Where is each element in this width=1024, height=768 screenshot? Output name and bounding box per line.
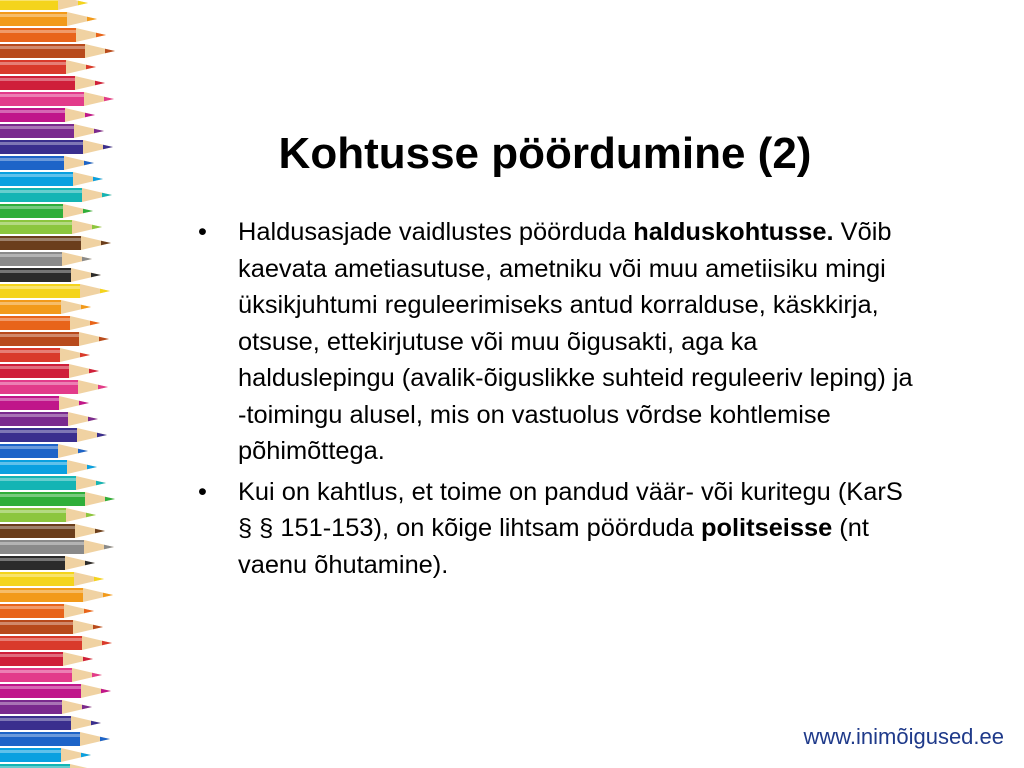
pencil: [0, 348, 90, 362]
pencil: [0, 588, 113, 602]
bullet-1-text-start: Haldusasjade vaidlustes pöörduda: [238, 218, 634, 246]
pencil: [0, 44, 115, 58]
website-link[interactable]: www.inimõigused.ee: [803, 724, 1004, 749]
pencil: [0, 108, 95, 122]
pencil: [0, 172, 103, 186]
pencil: [0, 492, 115, 506]
pencil: [0, 620, 103, 634]
bullet-1-text-end: Võib kaevata ametiasutuse, ametniku või muu ametiisiku mingi üksikjuhtumi reguleerimiseks antud korralduse, käskkirja, otsuse, ettekirjutuse või muu õigusakti, aga ka halduslepingu (avalik-õiguslikke suhteid reguleeriv leping) ja -toimingu alusel, mis on vastuolus võrdse kohtlemise põhimõttega.: [238, 218, 913, 465]
pencil: [0, 556, 95, 570]
pencil: [0, 700, 92, 714]
bullet-item-2: [196, 474, 916, 584]
pencil: [0, 220, 102, 234]
bullet-list: [196, 214, 916, 587]
pencil: [0, 0, 88, 10]
pencil: [0, 652, 93, 666]
pencil: [0, 412, 98, 426]
pencil: [0, 540, 114, 554]
bullet-2-text-end: (nt vaenu õhutamine).: [238, 514, 869, 579]
pencil: [0, 508, 96, 522]
pencil: [0, 236, 111, 250]
pencil: [0, 684, 111, 698]
pencil: [0, 428, 107, 442]
bullet-item-1: [196, 214, 916, 470]
pencil: [0, 364, 99, 378]
pencil: [0, 444, 88, 458]
bullet-marker: •: [198, 218, 207, 246]
bullet-2-emphasis: politseisse: [700, 514, 833, 542]
pencil: [0, 12, 97, 26]
pencil: [0, 284, 110, 298]
pencil: [0, 124, 104, 138]
pencil: [0, 252, 92, 266]
pencil: [0, 316, 100, 330]
pencil: [0, 28, 106, 42]
pencil: [0, 380, 108, 394]
slide-title: Kohtusse pöördumine (2): [278, 129, 812, 178]
pencil: [0, 716, 101, 730]
pencil: [0, 636, 112, 650]
pencil: [0, 732, 110, 746]
pencil: [0, 156, 94, 170]
pencil: [0, 76, 105, 90]
bullet-1-emphasis: halduskohtusse.: [633, 218, 834, 246]
bullet-marker: •: [198, 477, 207, 506]
pencil: [0, 188, 112, 202]
pencil: [0, 748, 91, 762]
pencil: [0, 668, 102, 682]
pencil: [0, 396, 89, 410]
pencil: [0, 92, 114, 106]
pencil: [0, 524, 105, 538]
pencil: [0, 140, 113, 154]
pencil: [0, 604, 94, 618]
pencil: [0, 204, 93, 218]
pencil: [0, 300, 91, 314]
pencil-decoration: [0, 0, 150, 768]
footer: [762, 698, 1024, 768]
pencil: [0, 764, 100, 768]
pencil: [0, 460, 97, 474]
pencil: [0, 476, 106, 490]
bullet-2-text-start: Kui on kahtlus, et toime on pandud väär- või kuritegu (KarS § § 151-153), on kõige lihtsam pöörduda: [238, 477, 903, 542]
pencil: [0, 332, 109, 346]
pencil: [0, 60, 96, 74]
pencil: [0, 268, 101, 282]
pencil: [0, 572, 104, 586]
